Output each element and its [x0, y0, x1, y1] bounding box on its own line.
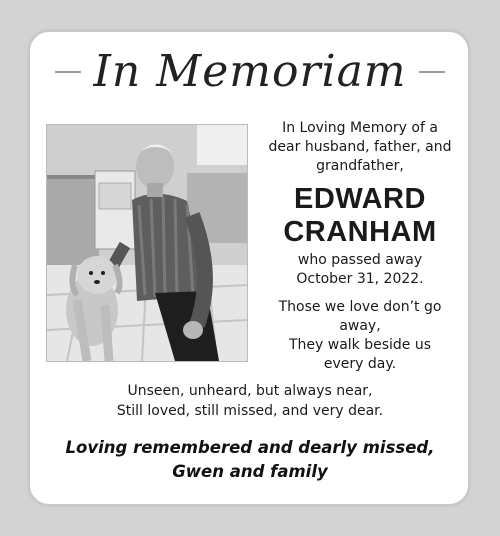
memorial-photo [46, 124, 248, 362]
passed-line: who passed away [297, 252, 423, 268]
poem-line: away, [339, 318, 381, 334]
notice-text-column [262, 119, 458, 374]
heading-rule-left [55, 71, 81, 73]
name-line: EDWARD [294, 183, 426, 215]
passed-line: October 31, 2022. [296, 271, 424, 287]
photo-illustration [47, 125, 247, 361]
poem-top [262, 298, 458, 374]
name-line: CRANHAM [283, 216, 437, 248]
closing-line: Loving remembered and dearly missed, [65, 438, 435, 457]
heading-row [0, 42, 500, 102]
poem-line: Unseen, unheard, but always near, [127, 383, 373, 399]
poem-line: Those we love don’t go [278, 299, 442, 315]
deceased-name [262, 183, 458, 249]
intro-line: grandfather, [316, 158, 404, 174]
memorial-heading: In Memoriam [93, 46, 407, 97]
heading-rule-right [419, 71, 445, 73]
poem-line: Still loved, still missed, and very dear. [116, 403, 384, 419]
intro-line: dear husband, father, and [268, 139, 452, 155]
passing-date [262, 251, 458, 289]
poem-line: every day. [323, 356, 397, 372]
poem-bottom [60, 381, 440, 421]
closing-signature: Gwen and family [172, 462, 328, 481]
closing-message [40, 436, 460, 484]
intro-text [262, 119, 458, 176]
poem-line: They walk beside us [288, 337, 432, 353]
intro-line: In Loving Memory of a [282, 120, 438, 136]
